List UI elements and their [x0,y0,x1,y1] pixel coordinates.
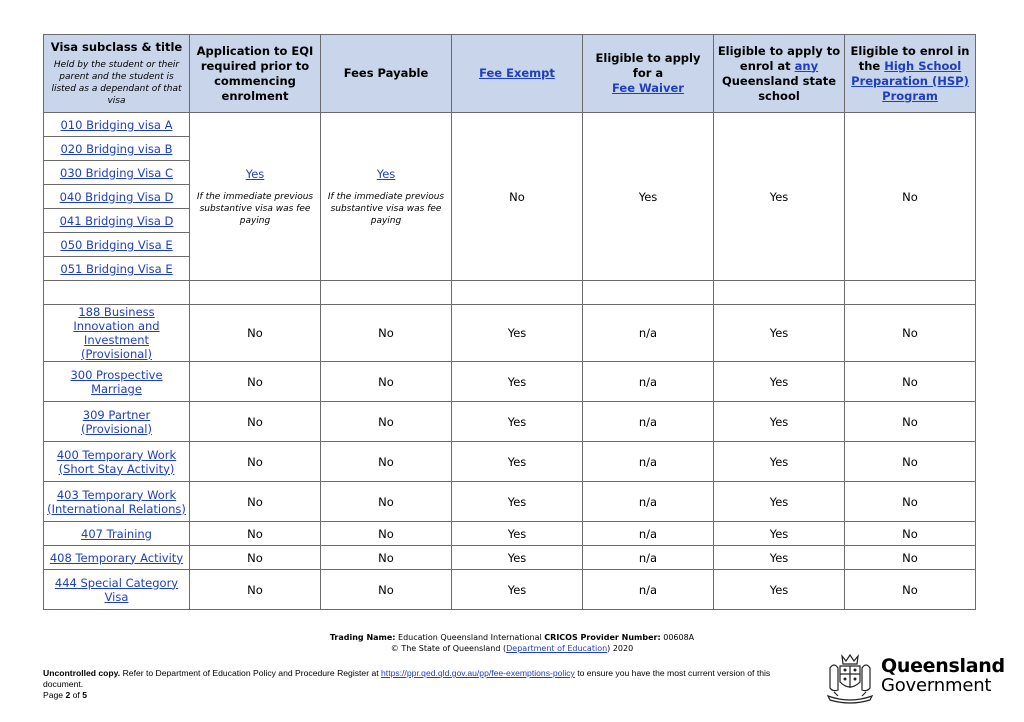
header-fee-waiver [583,35,714,113]
queensland-crest-icon [824,652,876,704]
trading-label: Trading Name: [329,633,396,642]
header-state-school-pre: Eligible to apply to enrol at [717,43,841,73]
school-cell: Yes [714,362,845,402]
visa-link-050[interactable]: 050 Bridging Visa E [60,237,173,252]
hsp-cell: No [845,305,976,362]
waiver-cell: n/a [583,482,714,522]
header-state-school-post: Queensland state school [721,73,837,103]
uncontrolled-label: Uncontrolled copy. [43,668,121,678]
bridging-fees-yes-link[interactable]: Yes [376,166,396,181]
header-hsp-pre: Eligible to enrol in the [850,43,970,73]
table-row [44,305,976,362]
visa-cell [44,362,190,402]
waiver-cell: n/a [583,402,714,442]
visa-cell [44,137,190,161]
table-row [44,402,976,442]
visa-cell [44,233,190,257]
bridging-hsp-cell: No [845,113,976,281]
visa-cell [44,305,190,362]
visa-cell [44,257,190,281]
logo-wordmark [881,656,1005,696]
fees-cell: No [321,522,452,546]
application-cell: No [190,362,321,402]
application-cell: No [190,402,321,442]
visa-cell [44,442,190,482]
page-current: 2 [65,690,71,700]
visa-cell [44,185,190,209]
footer-uncontrolled [43,668,803,701]
visa-cell [44,113,190,137]
visa-link-444[interactable]: 444 Special Category Visa [54,575,179,604]
table-row [44,482,976,522]
empty-cell [452,281,583,305]
header-visa-subclass [44,35,190,113]
fees-cell: No [321,546,452,570]
table-row [44,570,976,610]
fees-cell: No [321,402,452,442]
visa-link-408[interactable]: 408 Temporary Activity [49,550,184,565]
empty-cell [44,281,190,305]
visa-cell [44,161,190,185]
header-hsp [845,35,976,113]
application-cell: No [190,442,321,482]
visa-link-300[interactable]: 300 Prospective Marriage [70,367,163,396]
empty-cell [583,281,714,305]
department-link[interactable]: Department of Education [506,644,608,653]
trading-line [0,632,1024,643]
visa-cell [44,522,190,546]
visa-link-041[interactable]: 041 Bridging Visa D [59,213,174,228]
school-cell: Yes [714,522,845,546]
empty-cell [321,281,452,305]
fees-cell: No [321,482,452,522]
application-cell: No [190,305,321,362]
logo-line-queensland: Queensland [881,655,1005,677]
hsp-cell: No [845,442,976,482]
fees-cell: No [321,570,452,610]
empty-cell [714,281,845,305]
header-application: Application to EQI required prior to commencing enrolment [190,35,321,113]
header-fees-payable: Fees Payable [321,35,452,113]
footer-trading [0,632,1024,654]
visa-link-040[interactable]: 040 Bridging Visa D [59,189,174,204]
exempt-cell: Yes [452,522,583,546]
empty-cell [845,281,976,305]
visa-link-400[interactable]: 400 Temporary Work (Short Stay Activity) [56,447,177,476]
visa-link-030[interactable]: 030 Bridging Visa C [60,165,173,180]
page-number [43,690,803,701]
copyright-post: ) 2020 [607,644,634,653]
empty-cell [190,281,321,305]
table-header-row [44,35,976,113]
hsp-cell: No [845,570,976,610]
page-pre: Page [43,690,66,700]
header-state-school [714,35,845,113]
table-row [44,362,976,402]
bridging-exempt-cell: No [452,113,583,281]
exempt-cell: Yes [452,402,583,442]
visa-cell [44,209,190,233]
school-cell: Yes [714,402,845,442]
uncontrolled-post: to ensure you have the most current version of this document. [43,668,771,689]
visa-cell [44,482,190,522]
exempt-cell: Yes [452,546,583,570]
application-cell: No [190,482,321,522]
bridging-application-cell [190,113,321,281]
visa-link-020[interactable]: 020 Bridging visa B [60,141,173,156]
school-cell: Yes [714,482,845,522]
bridging-school-cell: Yes [714,113,845,281]
visa-link-051[interactable]: 051 Bridging Visa E [60,261,173,276]
fees-cell: No [321,362,452,402]
waiver-cell: n/a [583,546,714,570]
visa-link-309[interactable]: 309 Partner (Provisional) [81,407,152,436]
header-fee-exempt [452,35,583,113]
visa-link-010[interactable]: 010 Bridging visa A [60,117,173,132]
table-row [44,546,976,570]
school-cell: Yes [714,570,845,610]
trading-value: Education Queensland International [395,633,545,642]
waiver-cell: n/a [583,442,714,482]
application-cell: No [190,570,321,610]
hsp-cell: No [845,546,976,570]
uncontrolled-notice [43,668,803,690]
visa-fees-table [43,34,976,610]
visa-cell [44,570,190,610]
bridging-fees-note: If the immediate previous substantive visa was fee paying [327,191,445,226]
header-visa-title: Visa subclass & title [50,40,183,54]
hsp-cell: No [845,482,976,522]
page-mid: of [70,690,83,700]
hsp-cell: No [845,402,976,442]
waiver-cell: n/a [583,305,714,362]
waiver-cell: n/a [583,362,714,402]
header-visa-note: Held by the student or their parent and the student is listed as a dependant of that visa [51,60,182,106]
uncontrolled-text: Refer to Department of Education Policy and Procedure Register at [120,668,382,678]
exempt-cell: Yes [452,442,583,482]
policy-link[interactable]: https://ppr.qed.qld.gov.au/pp/fee-exemptions-policy [381,668,575,678]
cricos-value: 00608A [660,633,695,642]
bridging-waiver-cell: Yes [583,113,714,281]
copyright-pre: © The State of Queensland ( [390,644,507,653]
waiver-cell: n/a [583,570,714,610]
visa-cell [44,402,190,442]
exempt-cell: Yes [452,305,583,362]
any-link[interactable]: any [794,58,819,73]
application-cell: No [190,522,321,546]
bridging-application-note: If the immediate previous substantive visa was fee paying [196,191,314,226]
visa-link-403[interactable]: 403 Temporary Work (International Relations) [47,487,186,516]
school-cell: Yes [714,442,845,482]
visa-cell [44,546,190,570]
bridging-application-yes-link[interactable]: Yes [245,166,265,181]
school-cell: Yes [714,546,845,570]
logo-line-government: Government [881,675,992,696]
fees-cell: No [321,442,452,482]
table-row [44,522,976,546]
table-row [44,113,976,137]
cricos-label: CRICOS Provider Number: [544,633,661,642]
school-cell: Yes [714,305,845,362]
fee-exempt-link[interactable]: Fee Exempt [479,66,555,80]
exempt-cell: Yes [452,482,583,522]
fee-waiver-link[interactable]: Fee Waiver [612,81,684,95]
table-row [44,442,976,482]
hsp-program-link[interactable]: High School Preparation (HSP) Program [851,58,969,103]
bridging-fees-cell [321,113,452,281]
waiver-cell: n/a [583,522,714,546]
page-total: 5 [82,690,87,700]
fees-cell: No [321,305,452,362]
application-cell: No [190,546,321,570]
visa-link-188[interactable]: 188 Business Innovation and Investment (Provisional) [73,305,160,361]
exempt-cell: Yes [452,362,583,402]
header-fee-waiver-text: Eligible to apply for a [595,51,701,80]
queensland-government-logo [824,652,1005,704]
visa-link-407[interactable]: 407 Training [81,526,152,541]
exempt-cell: Yes [452,570,583,610]
hsp-cell: No [845,362,976,402]
empty-row [44,281,976,305]
hsp-cell: No [845,522,976,546]
